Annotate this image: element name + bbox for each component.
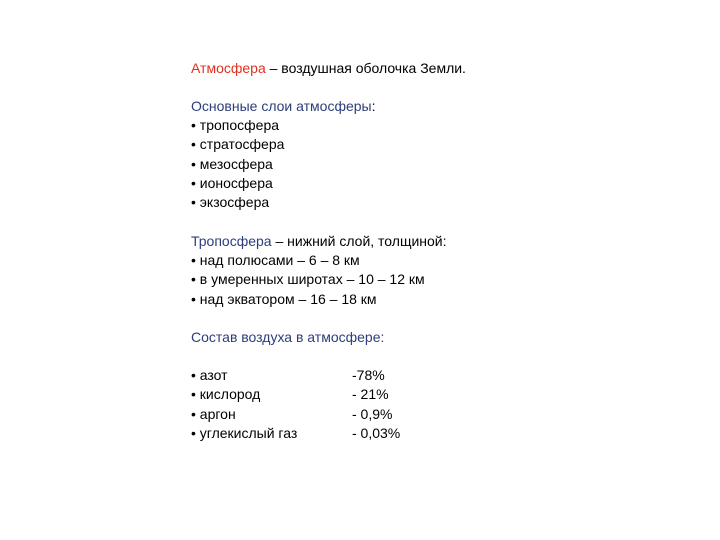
composition-heading: Состав воздуха в атмосфере:: [191, 329, 385, 345]
troposphere-definition: – нижний слой, толщиной:: [271, 233, 447, 249]
troposphere-term: Тропосфера: [191, 233, 272, 249]
slide-content: [191, 0, 671, 540]
intro-term: Атмосфера: [191, 60, 266, 76]
layers-item: • стратосфера: [191, 136, 285, 152]
troposphere-heading: [191, 232, 447, 250]
composition-name: • аргон: [191, 406, 236, 422]
composition-value: - 0,9%: [352, 406, 393, 422]
composition-value: - 21%: [352, 386, 389, 402]
layers-item: • ионосфера: [191, 175, 273, 191]
composition-name: • углекислый газ: [191, 425, 298, 441]
layers-heading: [191, 97, 375, 115]
layers-item: • мезосфера: [191, 156, 273, 172]
composition-name: • азот: [191, 367, 228, 383]
composition-name: • кислород: [191, 386, 261, 402]
layers-heading-term: Основные слои атмосферы: [191, 98, 372, 114]
layers-item: • тропосфера: [191, 117, 280, 133]
layers-item: • экзосфера: [191, 194, 270, 210]
composition-value: - 0,03%: [352, 425, 401, 441]
composition-value: -78%: [352, 367, 385, 383]
troposphere-item: • в умеренных широтах – 10 – 12 км: [191, 271, 425, 287]
intro-definition: – воздушная оболочка Земли.: [265, 60, 466, 76]
intro-line: [191, 59, 466, 77]
layers-heading-colon: :: [371, 98, 376, 114]
troposphere-item: • над экватором – 16 – 18 км: [191, 291, 377, 307]
troposphere-item: • над полюсами – 6 – 8 км: [191, 252, 360, 268]
